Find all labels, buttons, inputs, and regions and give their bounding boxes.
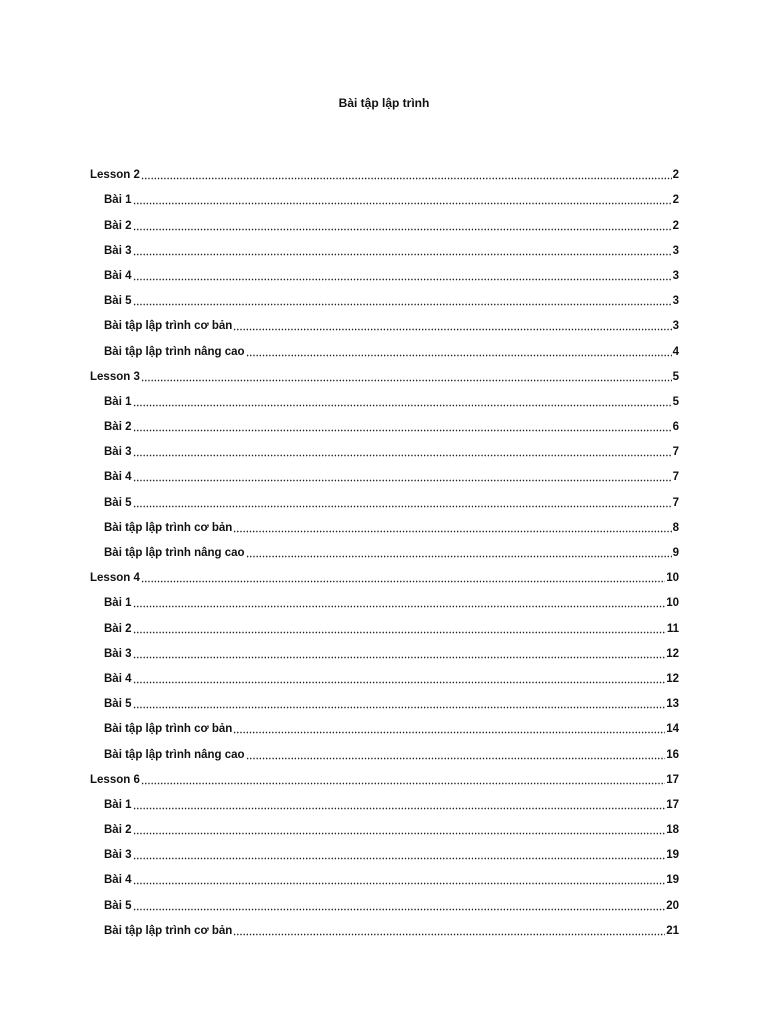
toc-entry-label: Bài tập lập trình cơ bản [104, 320, 233, 333]
toc-entry-label: Bài 5 [104, 698, 132, 711]
toc-entry-exercise[interactable] [90, 715, 679, 740]
toc-entry-exercise[interactable] [90, 791, 679, 816]
toc-entry-page-number: 7 [672, 496, 679, 509]
toc-entry-label: Bài 1 [104, 597, 132, 610]
toc-entry-page-number: 13 [666, 698, 679, 711]
toc-dot-leader [133, 807, 666, 810]
toc-entry-label: Bài 3 [104, 647, 132, 660]
toc-entry-label: Lesson 3 [90, 370, 140, 383]
toc-dot-leader [133, 253, 672, 256]
toc-entry-exercise[interactable] [90, 514, 679, 539]
toc-entry-page-number: 3 [672, 244, 679, 257]
toc-entry-label: Bài 5 [104, 496, 132, 509]
toc-dot-leader [133, 857, 666, 860]
toc-entry-page-number: 12 [666, 647, 679, 660]
toc-entry-label: Bài 4 [104, 874, 132, 887]
toc-entry-page-number: 3 [672, 269, 679, 282]
toc-entry-exercise[interactable] [90, 589, 679, 614]
toc-entry-page-number: 3 [672, 320, 679, 333]
toc-entry-label: Lesson 6 [90, 773, 140, 786]
toc-dot-leader [133, 706, 666, 709]
toc-entry-exercise[interactable] [90, 841, 679, 866]
toc-dot-leader [133, 631, 666, 634]
toc-entry-lesson[interactable] [90, 363, 679, 388]
toc-entry-exercise[interactable] [90, 539, 679, 564]
toc-entry-label: Bài tập lập trình cơ bản [104, 723, 233, 736]
toc-entry-lesson[interactable] [90, 766, 679, 791]
toc-entry-exercise[interactable] [90, 816, 679, 841]
toc-dot-leader [141, 177, 672, 180]
toc-dot-leader [141, 782, 665, 785]
toc-entry-label: Bài tập lập trình cơ bản [104, 924, 233, 937]
toc-entry-page-number: 6 [672, 421, 679, 434]
toc-entry-page-number: 2 [672, 194, 679, 207]
toc-entry-page-number: 2 [672, 219, 679, 232]
toc-entry-page-number: 19 [666, 849, 679, 862]
toc-entry-label: Bài tập lập trình nâng cao [104, 345, 245, 358]
table-of-contents [90, 161, 679, 942]
toc-dot-leader [133, 278, 672, 281]
toc-dot-leader [133, 832, 666, 835]
toc-dot-leader [246, 354, 672, 357]
toc-entry-exercise[interactable] [90, 413, 679, 438]
toc-entry-page-number: 16 [666, 748, 679, 761]
toc-entry-exercise[interactable] [90, 312, 679, 337]
toc-entry-exercise[interactable] [90, 917, 679, 942]
toc-dot-leader [233, 530, 671, 533]
toc-entry-lesson[interactable] [90, 564, 679, 589]
toc-entry-exercise[interactable] [90, 665, 679, 690]
toc-entry-page-number: 7 [672, 471, 679, 484]
toc-entry-page-number: 11 [666, 622, 679, 635]
toc-entry-label: Bài tập lập trình cơ bản [104, 521, 233, 534]
toc-entry-exercise[interactable] [90, 891, 679, 916]
toc-dot-leader [133, 202, 672, 205]
toc-entry-page-number: 2 [672, 169, 679, 182]
toc-dot-leader [133, 429, 672, 432]
toc-dot-leader [233, 933, 665, 936]
toc-dot-leader [141, 580, 665, 583]
toc-entry-exercise[interactable] [90, 438, 679, 463]
toc-entry-label: Bài 2 [104, 219, 132, 232]
toc-dot-leader [133, 605, 666, 608]
toc-entry-page-number: 21 [666, 924, 679, 937]
toc-dot-leader [141, 379, 672, 382]
toc-entry-exercise[interactable] [90, 866, 679, 891]
toc-dot-leader [133, 228, 672, 231]
toc-entry-exercise[interactable] [90, 463, 679, 488]
toc-entry-page-number: 20 [666, 899, 679, 912]
toc-entry-exercise[interactable] [90, 740, 679, 765]
toc-dot-leader [133, 908, 666, 911]
toc-dot-leader [133, 303, 672, 306]
toc-entry-exercise[interactable] [90, 690, 679, 715]
toc-entry-page-number: 3 [672, 295, 679, 308]
toc-entry-page-number: 19 [666, 874, 679, 887]
toc-entry-page-number: 4 [672, 345, 679, 358]
toc-entry-page-number: 17 [666, 798, 679, 811]
toc-dot-leader [233, 328, 671, 331]
toc-entry-lesson[interactable] [90, 161, 679, 186]
toc-entry-label: Bài 1 [104, 798, 132, 811]
toc-entry-label: Bài 5 [104, 899, 132, 912]
toc-entry-label: Bài 4 [104, 672, 132, 685]
toc-entry-page-number: 8 [672, 521, 679, 534]
toc-entry-label: Bài 3 [104, 446, 132, 459]
document-title: Bài tập lập trình [338, 96, 430, 110]
toc-dot-leader [133, 505, 672, 508]
toc-entry-label: Bài 1 [104, 395, 132, 408]
toc-entry-page-number: 18 [666, 824, 679, 837]
toc-entry-label: Lesson 2 [90, 169, 140, 182]
toc-entry-label: Bài 2 [104, 824, 132, 837]
toc-entry-exercise[interactable] [90, 237, 679, 262]
toc-entry-page-number: 5 [672, 370, 679, 383]
toc-entry-label: Bài 5 [104, 295, 132, 308]
toc-dot-leader [233, 731, 665, 734]
toc-entry-exercise[interactable] [90, 614, 679, 639]
toc-entry-exercise[interactable] [90, 211, 679, 236]
toc-entry-exercise[interactable] [90, 287, 679, 312]
toc-dot-leader [133, 681, 666, 684]
toc-entry-label: Bài tập lập trình nâng cao [104, 748, 245, 761]
toc-entry-exercise[interactable] [90, 640, 679, 665]
toc-entry-page-number: 17 [666, 773, 679, 786]
toc-entry-exercise[interactable] [90, 262, 679, 287]
toc-entry-label: Bài 3 [104, 849, 132, 862]
toc-entry-page-number: 10 [666, 597, 679, 610]
toc-entry-label: Bài 3 [104, 244, 132, 257]
toc-entry-page-number: 12 [666, 672, 679, 685]
toc-entry-label: Bài 4 [104, 269, 132, 282]
toc-entry-label: Bài 1 [104, 194, 132, 207]
toc-dot-leader [133, 454, 672, 457]
toc-dot-leader [246, 555, 672, 558]
toc-entry-label: Bài 2 [104, 421, 132, 434]
toc-entry-page-number: 5 [672, 395, 679, 408]
toc-entry-exercise[interactable] [90, 186, 679, 211]
toc-entry-label: Bài tập lập trình nâng cao [104, 547, 245, 559]
toc-entry-label: Bài 4 [104, 471, 132, 484]
toc-dot-leader [246, 757, 666, 760]
toc-entry-exercise[interactable] [90, 337, 679, 362]
toc-entry-page-number: 7 [672, 446, 679, 459]
toc-entry-exercise[interactable] [90, 488, 679, 513]
toc-entry-label: Bài 2 [104, 622, 132, 635]
toc-entry-label: Lesson 4 [90, 572, 140, 585]
toc-dot-leader [133, 479, 672, 482]
toc-entry-page-number: 9 [672, 547, 679, 559]
toc-dot-leader [133, 656, 666, 659]
toc-dot-leader [133, 882, 666, 885]
toc-entry-page-number: 10 [666, 572, 679, 585]
toc-entry-exercise[interactable] [90, 388, 679, 413]
toc-dot-leader [133, 404, 672, 407]
toc-entry-page-number: 14 [666, 723, 679, 736]
